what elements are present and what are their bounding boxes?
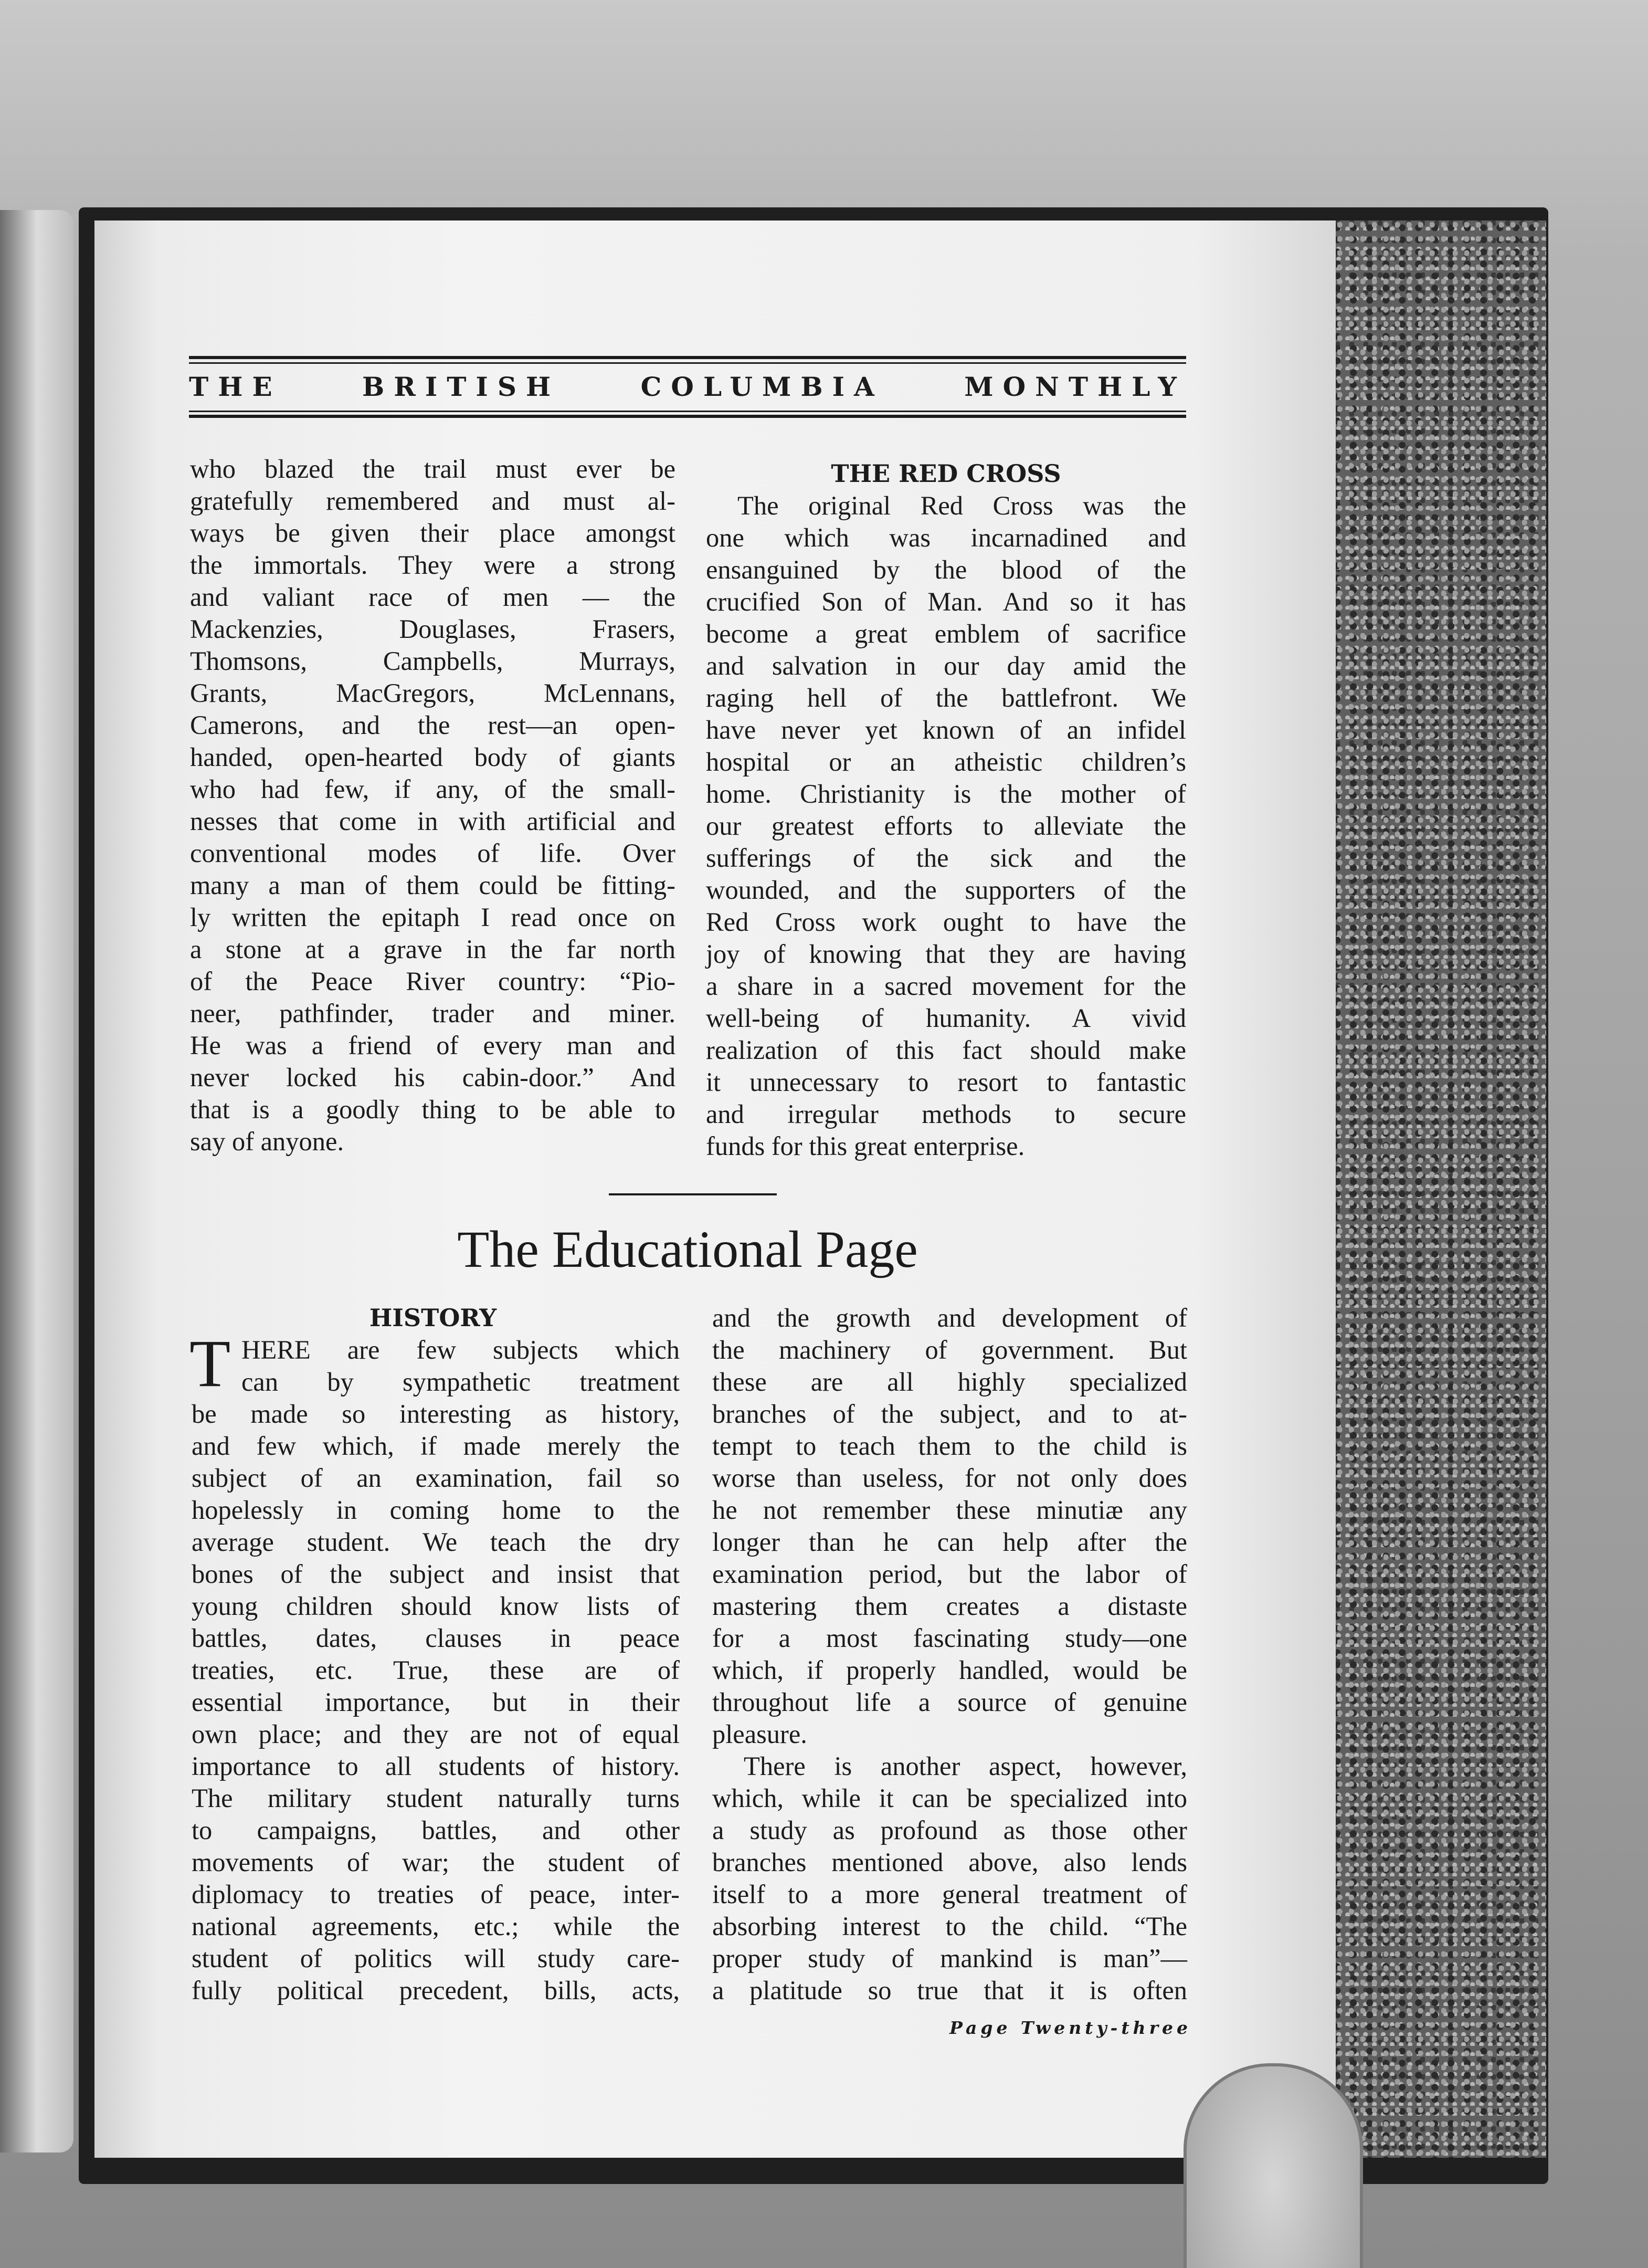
text-line: can by sympathetic treatment — [241, 1367, 680, 1396]
text-line: pleasure. — [712, 1719, 807, 1749]
facing-page-edge — [0, 210, 73, 2152]
text-line: diplomacy to treaties of peace, inter- — [192, 1880, 680, 1909]
text-line: own place; and they are not of equal — [192, 1719, 680, 1749]
text-line: have never yet known of an infidel — [706, 715, 1186, 744]
text-line: the immortals. They were a strong — [190, 550, 675, 580]
text-line: hospital or an atheistic children’s — [706, 747, 1186, 776]
text-line: who had few, if any, of the small- — [190, 774, 675, 804]
text-line: funds for this great enterprise. — [706, 1131, 1025, 1161]
text-line: which, if properly handled, would be — [712, 1655, 1187, 1685]
text-line: crucified Son of Man. And so it has — [706, 587, 1186, 616]
page-number: Page Twenty-three — [949, 2018, 1191, 2038]
masthead-rule-bottom-thin — [189, 411, 1186, 412]
text-line: raging hell of the battlefront. We — [706, 683, 1186, 712]
text-line: proper study of mankind is man”— — [712, 1944, 1187, 1973]
red-cross-article — [706, 458, 1186, 1162]
text-line: it unnecessary to resort to fantastic — [706, 1067, 1186, 1097]
text-line: Mackenzies, Douglases, Frasers, — [190, 614, 675, 644]
text-line: battles, dates, clauses in peace — [192, 1623, 680, 1653]
text-line: a stone at a grave in the far north — [190, 934, 675, 964]
red-cross-heading: THE RED CROSS — [831, 459, 1061, 488]
masthead-word: MONTHLY — [964, 371, 1186, 402]
text-line: handed, open-hearted body of giants — [190, 742, 675, 772]
text-line: national agreements, etc.; while the — [192, 1912, 680, 1941]
text-line: to campaigns, battles, and other — [192, 1815, 680, 1845]
text-line: throughout life a source of genuine — [712, 1687, 1187, 1717]
text-line: which, while it can be specialized into — [712, 1783, 1187, 1813]
text-line: ly written the epitaph I read once on — [190, 902, 675, 932]
text-line: a study as profound as those other — [712, 1815, 1187, 1845]
text-line: wounded, and the supporters of the — [706, 875, 1186, 905]
text-line: ways be given their place amongst — [190, 518, 675, 548]
text-line: and valiant race of men — the — [190, 582, 675, 612]
text-line: HERE are few subjects which — [241, 1335, 680, 1364]
text-line: realization of this fact should make — [706, 1035, 1186, 1065]
text-line: There is another aspect, however, — [744, 1751, 1187, 1781]
text-line: many a man of them could be fitting- — [190, 870, 675, 900]
text-line: and salvation in our day amid the — [706, 651, 1186, 680]
text-line: who blazed the trail must ever be — [190, 454, 675, 484]
text-line: tempt to teach them to the child is — [712, 1431, 1187, 1461]
text-line: ensanguined by the blood of the — [706, 555, 1186, 584]
text-line: Grants, MacGregors, McLennans, — [190, 678, 675, 708]
text-line: for a most fascinating study—one — [712, 1623, 1187, 1653]
text-line: examination period, but the labor of — [712, 1559, 1187, 1589]
text-line: Camerons, and the rest—an open- — [190, 710, 675, 740]
text-line: The military student naturally turns — [192, 1783, 680, 1813]
text-line: and few which, if made merely the — [192, 1431, 680, 1461]
masthead-rule-top — [189, 356, 1186, 359]
text-line: nesses that come in with artificial and — [190, 806, 675, 836]
text-line: fully political precedent, bills, acts, — [192, 1976, 680, 2005]
history-opening — [189, 1326, 680, 1401]
history-left-column — [189, 1302, 680, 2007]
masthead-rule-top-thin — [189, 362, 1186, 364]
masthead — [189, 368, 1186, 405]
drop-cap: T — [189, 1326, 231, 1401]
masthead-word: BRITISH — [362, 371, 561, 402]
text-line: absorbing interest to the child. “The — [712, 1912, 1187, 1941]
text-line: that is a goodly thing to be able to — [190, 1095, 675, 1124]
text-line: Red Cross work ought to have the — [706, 907, 1186, 937]
text-line: young children should know lists of — [192, 1591, 680, 1621]
section-divider — [609, 1193, 777, 1195]
text-line: conventional modes of life. Over — [190, 838, 675, 868]
text-line: one which was incarnadined and — [706, 523, 1186, 552]
text-line: the machinery of government. But — [712, 1335, 1187, 1364]
thumb-holding-page — [1184, 2063, 1363, 2268]
text-line: treaties, etc. True, these are of — [192, 1655, 680, 1685]
text-line: home. Christianity is the mother of — [706, 779, 1186, 808]
text-line: a share in a sacred movement for the — [706, 971, 1186, 1001]
text-line: branches of the subject, and to at- — [712, 1399, 1187, 1429]
text-line: he not remember these minutiæ any — [712, 1495, 1187, 1525]
section-title: The Educational Page — [457, 1220, 918, 1278]
text-line: a platitude so true that it is often — [712, 1976, 1187, 2005]
text-line: itself to a more general treatment of — [712, 1880, 1187, 1909]
text-line: branches mentioned above, also lends — [712, 1847, 1187, 1877]
text-line: movements of war; the student of — [192, 1847, 680, 1877]
text-line: become a great emblem of sacrifice — [706, 619, 1186, 648]
text-line: never locked his cabin-door.” And — [190, 1063, 675, 1092]
text-line: The original Red Cross was the — [737, 491, 1186, 520]
text-line: be made so interesting as history, — [192, 1399, 680, 1429]
text-line: student of politics will study care- — [192, 1944, 680, 1973]
left-column-text — [190, 453, 675, 1158]
page-block-edges — [1323, 220, 1546, 2158]
text-line: importance to all students of history. — [192, 1751, 680, 1781]
masthead-rule-bottom — [189, 415, 1186, 418]
facing-page-marks — [3, 546, 14, 976]
text-line: worse than useless, for not only does — [712, 1463, 1187, 1493]
text-line: longer than he can help after the — [712, 1527, 1187, 1557]
text-line: our greatest efforts to alleviate the — [706, 811, 1186, 841]
text-line: joy of knowing that they are having — [706, 939, 1186, 969]
text-line: essential importance, but in their — [192, 1687, 680, 1717]
text-line: neer, pathfinder, trader and miner. — [190, 999, 675, 1028]
text-line: of the Peace River country: “Pio- — [190, 967, 675, 996]
text-line: bones of the subject and insist that — [192, 1559, 680, 1589]
masthead-word: COLUMBIA — [640, 371, 884, 402]
text-line: and the growth and development of — [712, 1303, 1187, 1332]
text-line: well-being of humanity. A vivid — [706, 1003, 1186, 1033]
text-line: sufferings of the sick and the — [706, 843, 1186, 873]
text-line: Thomsons, Campbells, Murrays, — [190, 646, 675, 676]
text-line: hopelessly in coming home to the — [192, 1495, 680, 1525]
text-line: and irregular methods to secure — [706, 1099, 1186, 1129]
text-line: say of anyone. — [190, 1127, 344, 1156]
text-line: average student. We teach the dry — [192, 1527, 680, 1557]
text-line: these are all highly specialized — [712, 1367, 1187, 1396]
history-right-column — [712, 1302, 1187, 2007]
text-line: He was a friend of every man and — [190, 1031, 675, 1060]
masthead-word: THE — [189, 371, 282, 402]
history-heading: HISTORY — [369, 1304, 497, 1332]
text-line: subject of an examination, fail so — [192, 1463, 680, 1493]
text-line: mastering them creates a distaste — [712, 1591, 1187, 1621]
text-line: gratefully remembered and must al- — [190, 486, 675, 516]
